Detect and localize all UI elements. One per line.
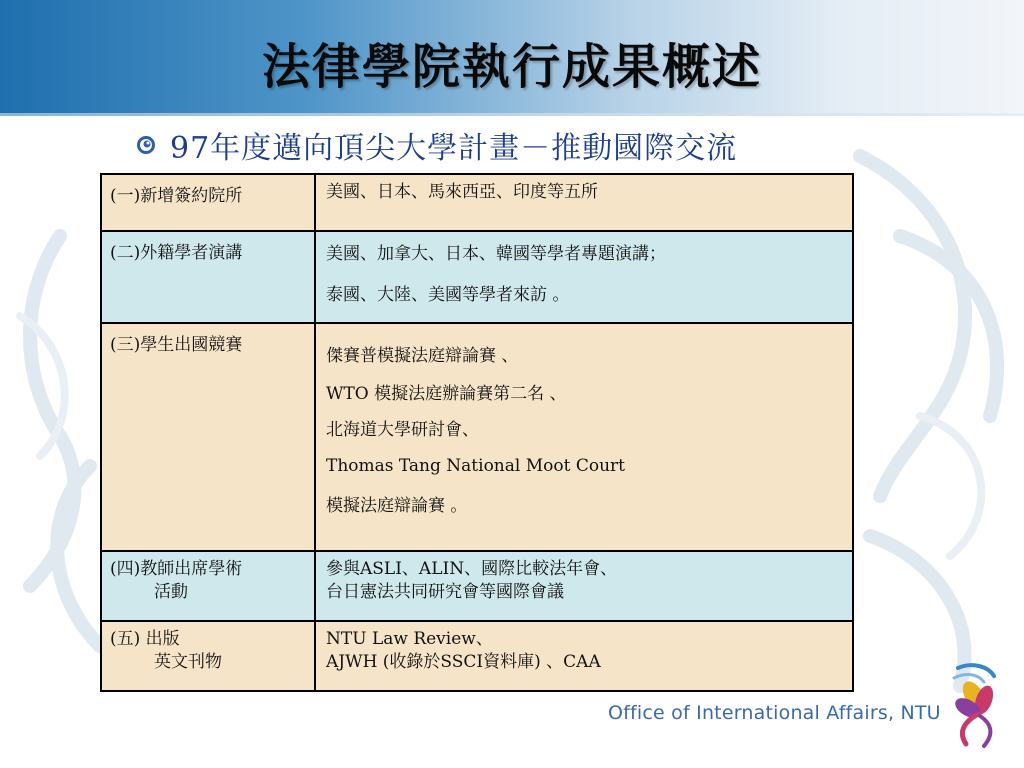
row-content [315,174,853,231]
row-content [315,621,853,691]
swirl-bullet-icon [136,135,156,155]
row-content-line: Thomas Tang National Moot Court [326,456,625,476]
row-content [315,231,853,323]
row-label-line: (一)新增簽約院所 [110,186,243,206]
row-content-line: 模擬法庭辯論賽 。 [326,496,468,516]
table-row [101,621,853,691]
subtitle-row [136,124,737,166]
row-content-line: AJWH (收錄於SSCI資料庫) 、CAA [326,652,601,672]
ntu-oia-flower-logo-icon [944,660,1010,752]
row-content-line: 美國、加拿大、日本、韓國等學者專題演講； [326,244,666,264]
row-content-line: 泰國、大陸、美國等學者來訪 。 [326,285,570,305]
row-label-line: 活動 [154,582,188,602]
table-row [101,551,853,621]
row-content-line: NTU Law Review、 [326,629,493,649]
row-label [101,621,315,691]
table-row [101,231,853,323]
table-row [101,174,853,231]
row-label-line: 英文刊物 [154,652,222,672]
table-row [101,323,853,551]
row-content-line: 參與ASLI、ALIN、國際比較法年會、 [326,559,618,579]
row-content-line: WTO 模擬法庭辦論賽第二名 、 [326,384,567,404]
row-content [315,323,853,551]
row-label-line: (四)教師出席學術 [110,559,243,579]
slide-subtitle: 97年度邁向頂尖大學計畫－推動國際交流 [170,131,738,166]
row-label [101,323,315,551]
row-content-line: 傑賽普模擬法庭辯論賽 、 [326,346,519,366]
row-label-line: (三)學生出國競賽 [110,335,243,355]
row-label-line: (二)外籍學者演講 [110,243,243,263]
slide-title: 法律學院執行成果概述 [261,39,762,95]
row-content [315,551,853,621]
row-content-line: 台日憲法共同研究會等國際會議 [326,582,564,602]
row-label [101,231,315,323]
row-content-line: 美國、日本、馬來西亞、印度等五所 [326,182,598,202]
row-label-line: (五) 出版 [110,629,180,649]
row-label [101,174,315,231]
results-table [100,173,854,692]
row-content-line: 北海道大學研討會、 [326,420,479,440]
office-name-footer: Office of International Affairs, NTU [608,702,941,724]
row-label [101,551,315,621]
